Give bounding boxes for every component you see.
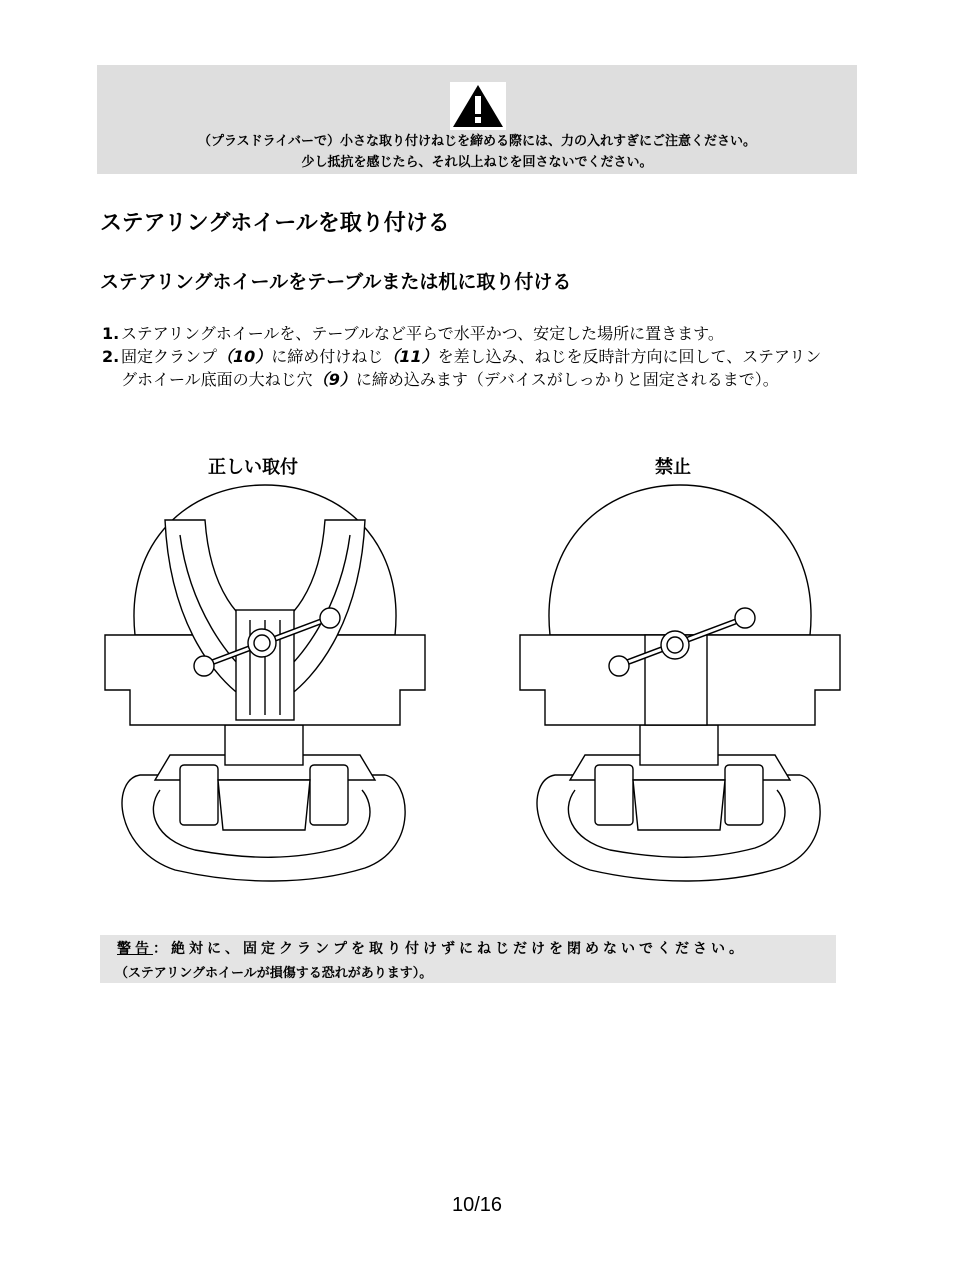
step-text: に締め込みます（デバイスがしっかりと固定されるまで）。 bbox=[355, 370, 779, 389]
warning-label: 警告 bbox=[117, 941, 153, 957]
warning-box bbox=[100, 935, 836, 983]
step-text: ステアリングホイールを、テーブルなど平らで水平かつ、安定した場所に置きます。 bbox=[121, 324, 724, 343]
caution-box bbox=[97, 65, 857, 174]
step-text: 固定クランプ bbox=[121, 347, 218, 366]
correct-figure-label: 正しい取付 bbox=[208, 457, 298, 478]
warning-note: （ステアリングホイールが損傷する恐れがあります）。 bbox=[115, 966, 433, 981]
page-number: 10/16 bbox=[451, 1194, 503, 1216]
caution-text-line1: （プラスドライバーで）小さな取り付けねじを締める際には、力の入れすぎにご注意ください。 bbox=[198, 134, 756, 149]
step-text: に締め付けねじ bbox=[271, 347, 384, 366]
page-title: ステアリングホイールを取り付ける bbox=[100, 211, 450, 236]
wrong-mounting-illustration bbox=[515, 480, 845, 890]
warning-triangle-icon bbox=[450, 82, 506, 130]
warning-message: ：絶対に、固定クランプを取り付けずにねじだけを閉めないでください。 bbox=[153, 941, 747, 957]
section-heading: ステアリングホイールをテーブルまたは机に取り付ける bbox=[100, 271, 572, 293]
caution-text-line2: 少し抵抗を感じたら、それ以上ねじを回さないでください。 bbox=[301, 155, 653, 170]
step-1 bbox=[102, 322, 832, 345]
part-ref: （9） bbox=[312, 370, 356, 389]
correct-mounting-illustration bbox=[100, 480, 430, 890]
step-number: 2. bbox=[102, 347, 120, 366]
step-number: 1. bbox=[102, 324, 120, 343]
wrong-figure-label: 禁止 bbox=[655, 457, 691, 478]
step-2 bbox=[102, 345, 832, 391]
part-ref: （10） bbox=[217, 347, 272, 366]
warning-text bbox=[117, 938, 747, 958]
instruction-list bbox=[102, 322, 832, 391]
step-text: を差し込み、ねじを反時計方向に回して、ステアリングホイール底面の大ねじ穴 bbox=[121, 347, 822, 389]
part-ref: （11） bbox=[383, 347, 438, 366]
